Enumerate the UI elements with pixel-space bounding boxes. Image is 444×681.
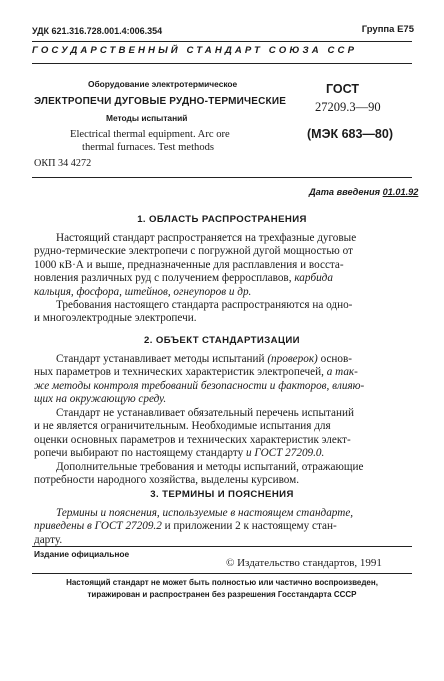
document-title: ЭЛЕКТРОПЕЧИ ДУГОВЫЕ РУДНО-ТЕРМИЧЕСКИЕ xyxy=(34,96,287,107)
section-3-paragraph xyxy=(34,507,410,547)
effective-date xyxy=(309,187,418,197)
text-line: и не является ограничительным. Необходимые испытания для xyxy=(34,420,331,433)
text-line: приведены в ГОСТ 27209.2 и приложении 2 к настоящему стан- xyxy=(34,520,337,533)
group-code: Группа Е75 xyxy=(361,24,414,35)
reproduction-notice-line1: Настоящий стандарт не может быть полностью или частично воспроизведен, xyxy=(66,578,378,587)
text-line: Стандарт устанавливает методы испытаний (проверок) основ- xyxy=(56,353,353,365)
english-title-line1: Electrical thermal equipment. Arc ore xyxy=(70,129,230,140)
text-line: же методы контроля требований безопасности и факторов, влияю- xyxy=(34,379,365,392)
section-1-paragraph-2 xyxy=(34,299,410,326)
text-line: рудно-термические электропечи с погружной дугой мощностью от xyxy=(34,245,353,258)
udk-code: УДК 621.316.728.001.4:006.354 xyxy=(32,26,163,36)
document-subtitle: Методы испытаний xyxy=(106,113,188,123)
standard-banner: ГОСУДАРСТВЕННЫЙ СТАНДАРТ СОЮЗА ССР xyxy=(32,45,358,56)
okp-code: ОКП 34 4272 xyxy=(34,158,92,169)
reproduction-notice-line2: тиражирован и распространен без разрешения Госстандарта СССР xyxy=(87,590,357,599)
text-line: 1000 кВ·А и выше, предназначенные для расплавления и восста- xyxy=(34,258,344,271)
section-3-heading: 3. ТЕРМИНЫ И ПОЯСНЕНИЯ xyxy=(150,489,294,500)
text-line: Термины и пояснения, используемые в настоящем стандарте, xyxy=(56,507,354,519)
text-line: кальция, фосфора, штейнов, огнеупоров и др. xyxy=(34,285,252,298)
gost-label: ГОСТ xyxy=(326,82,359,96)
text-line: новления различных руд с получением ферросплавов, карбида xyxy=(34,272,333,285)
section-2-heading: 2. ОБЪЕКТ СТАНДАРТИЗАЦИИ xyxy=(144,335,300,346)
equipment-category: Оборудование электротермическое xyxy=(88,79,238,89)
text-line: оценки основных параметров и технических характеристик элект- xyxy=(34,433,351,446)
section-2-paragraph-1 xyxy=(34,353,410,407)
text-line: потребности народного хозяйства, выделены курсивом. xyxy=(34,474,300,487)
text-line: ных параметров и технических характеристик электропечей, а так- xyxy=(34,366,358,379)
section-2-paragraph-3 xyxy=(34,461,410,488)
section-2-paragraph-2 xyxy=(34,407,410,461)
official-edition-label: Издание официальное xyxy=(34,549,130,559)
text-line: и многоэлектродные электропечи. xyxy=(34,312,197,325)
text-line: ропечи выбирают по настоящему стандарту и ГОСТ 27209.0. xyxy=(34,447,325,460)
effective-date-label: Дата введения xyxy=(309,187,381,197)
text-line: Стандарт не устанавливает обязательный перечень испытаний xyxy=(56,407,354,419)
english-title-line2: thermal furnaces. Test methods xyxy=(82,142,215,153)
footer-rule-bottom xyxy=(32,573,412,574)
text-line: дарту. xyxy=(34,533,63,546)
section-1-heading: 1. ОБЛАСТЬ РАСПРОСТРАНЕНИЯ xyxy=(137,214,307,225)
text-line: щих на окружающую среду. xyxy=(34,393,167,406)
publisher-copyright: © Издательство стандартов, 1991 xyxy=(226,557,382,569)
text-line: Требования настоящего стандарта распространяются на одно- xyxy=(56,299,353,311)
header-rule-bottom xyxy=(32,63,412,64)
gost-number: 27209.3—90 xyxy=(315,100,381,114)
iec-reference: (МЭК 683—80) xyxy=(307,127,393,141)
effective-date-value: 01.01.92 xyxy=(382,187,419,197)
section-1-paragraph-1 xyxy=(34,232,410,299)
footer-rule-top xyxy=(32,546,412,547)
text-line: Настоящий стандарт распространяется на трехфазные дуговые xyxy=(56,232,357,244)
header-rule-top xyxy=(32,41,412,42)
text-line: Дополнительные требования и методы испытаний, отражающие xyxy=(56,461,364,473)
title-block-rule xyxy=(32,177,412,178)
